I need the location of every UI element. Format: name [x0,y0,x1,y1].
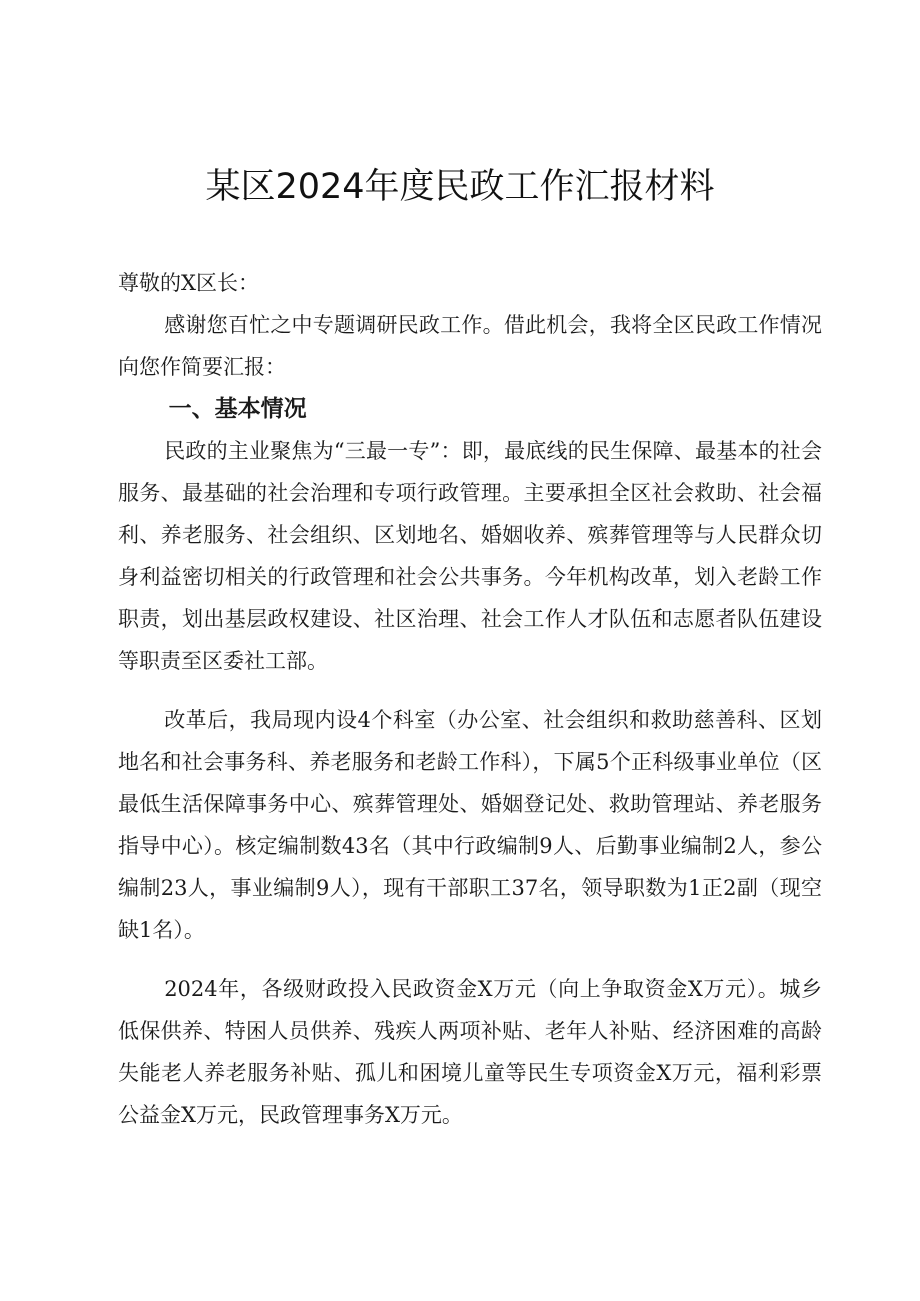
document-title: 某区2024年度民政工作汇报材料 [205,167,715,207]
salutation: 尊敬的X区长： [118,271,259,295]
document-body [118,262,822,1136]
intro-paragraph: 感谢您百忙之中专题调研民政工作。借此机会，我将全区民政工作情况向您作简要汇报： [118,313,822,379]
funding-paragraph: 2024年，各级财政投入民政资金X万元（向上争取资金X万元）。城乡低保供养、特困人员供养、残疾人两项补贴、老年人补贴、经济困难的高龄失能老人养老服务补贴、孤儿和困境儿童等民生专项资金X万元，福利彩票公益金X万元，民政管理事务X万元。 [118,977,822,1127]
section-heading-basic: 一、基本情况 [168,396,307,422]
basic-info-paragraph: 民政的主业聚焦为“三最一专”：即，最底线的民生保障、最基本的社会服务、最基础的社会治理和专项行政管理。主要承担全区社会救助、社会福利、养老服务、社会组织、区划地名、婚姻收养、殡葬管理等与人民群众切身利益密切相关的行政管理和社会公共事务。今年机构改革，划入老龄工作职责，划出基层政权建设、社区治理、社会工作人才队伍和志愿者队伍建设等职责至区委社工部。 [118,439,822,673]
reform-paragraph: 改革后，我局现内设4个科室（办公室、社会组织和救助慈善科、区划地名和社会事务科、养老服务和老龄工作科），下属5个正科级事业单位（区最低生活保障事务中心、殡葬管理处、婚姻登记处、救助管理站、养老服务指导中心）。核定编制数43名（其中行政编制9人、后勤事业编制2人，参公编制23人，事业编制9人），现有干部职工37名，领导职数为1正2副（现空缺1名）。 [118,708,822,942]
